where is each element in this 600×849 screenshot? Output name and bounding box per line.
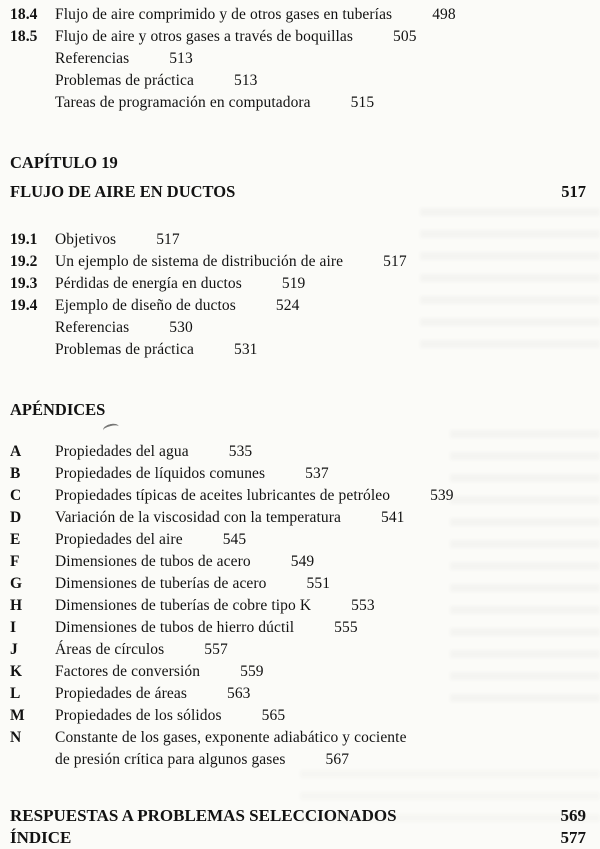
entry-number: 19.4 <box>10 297 38 314</box>
toc-entry <box>10 70 586 92</box>
appendix-entry <box>10 683 586 705</box>
appendix-letter: N <box>10 729 22 746</box>
entry-title: Tareas de programación en computadora <box>55 94 311 111</box>
index-title: ÍNDICE <box>10 828 72 847</box>
appendix-entry <box>10 463 586 485</box>
appendix-letter: L <box>10 685 21 702</box>
appendix-entry <box>10 551 586 573</box>
entry-title: Factores de conversión <box>55 663 201 680</box>
appendix-entry <box>10 507 586 529</box>
toc-entry <box>10 273 586 295</box>
entry-page: 565 <box>261 707 286 724</box>
entry-title: Ejemplo de diseño de ductos <box>55 297 236 314</box>
appendix-letter: J <box>10 641 18 658</box>
appendix-entries <box>10 441 586 771</box>
entry-title: Un ejemplo de sistema de distribución de aire <box>55 253 344 270</box>
entry-title: Referencias <box>55 319 130 336</box>
chapter19-entries <box>10 229 586 361</box>
toc-entry <box>10 4 586 26</box>
entry-title: Dimensiones de tuberías de cobre tipo K <box>55 597 312 614</box>
appendix-letter: F <box>10 553 20 570</box>
appendix-entry <box>10 485 586 507</box>
entry-page: 551 <box>306 575 331 592</box>
appendix-letter: E <box>10 531 21 548</box>
appendix-entry <box>10 661 586 683</box>
entry-page: 557 <box>204 641 228 658</box>
toc-entry <box>10 48 586 70</box>
entry-title: Flujo de aire comprimido y de otros gases en tuberías <box>55 6 393 23</box>
entry-page: 519 <box>281 275 306 292</box>
entry-title-line2: de presión crítica para algunos gases <box>55 751 286 768</box>
appendix-letter: D <box>10 509 22 526</box>
chapter19-heading <box>10 152 586 203</box>
toc-entry <box>10 92 586 114</box>
entry-title: Propiedades de líquidos comunes <box>55 465 266 482</box>
entry-page: 517 <box>383 253 407 270</box>
chapter-page: 517 <box>561 182 586 201</box>
appendix-letter: C <box>10 487 22 504</box>
entry-page: 515 <box>350 94 375 111</box>
index-page: 577 <box>560 828 586 847</box>
entry-title: Variación de la viscosidad con la temperatura <box>55 509 341 526</box>
appendix-entry <box>10 727 586 749</box>
entry-number: 18.5 <box>10 28 38 45</box>
entry-page: 539 <box>430 487 454 504</box>
answers-page: 569 <box>560 806 586 825</box>
entry-page: 531 <box>233 341 258 358</box>
index-row <box>10 827 586 849</box>
toc-entry <box>10 251 586 273</box>
entry-page: 555 <box>334 619 358 636</box>
appendix-entry <box>10 705 586 727</box>
appendix-letter: B <box>10 465 21 482</box>
appendix-letter: H <box>10 597 23 614</box>
entry-page: 513 <box>233 72 258 89</box>
chapter-title-row <box>10 181 586 203</box>
appendix-letter: A <box>10 443 22 460</box>
entry-page: 505 <box>393 28 417 45</box>
entry-title: Dimensiones de tubos de hierro dúctil <box>55 619 295 636</box>
entry-page: 545 <box>222 531 247 548</box>
appendix-letter: K <box>10 663 23 680</box>
entry-page: 549 <box>290 553 315 570</box>
appendix-entry <box>10 617 586 639</box>
answers-row <box>10 805 586 827</box>
appendices-heading: APÉNDICES <box>10 400 106 419</box>
entry-title: Propiedades del aire <box>55 531 183 548</box>
entry-title: Flujo de aire y otros gases a través de boquillas <box>55 28 354 45</box>
entry-title: Objetivos <box>55 231 117 248</box>
appendix-letter: I <box>10 619 17 636</box>
entry-title: Dimensiones de tubos de acero <box>55 553 251 570</box>
appendix-entry <box>10 639 586 661</box>
entry-page: 563 <box>226 685 251 702</box>
toc-entry <box>10 317 586 339</box>
entry-title: Propiedades de los sólidos <box>55 707 222 724</box>
toc-entry <box>10 229 586 251</box>
entry-title: Áreas de círculos <box>55 641 165 658</box>
toc-entry <box>10 295 586 317</box>
entry-title: Problemas de práctica <box>55 72 194 89</box>
entry-page: 513 <box>169 50 193 67</box>
back-matter <box>10 805 586 849</box>
entry-title: Referencias <box>55 50 130 67</box>
entry-title: Propiedades de áreas <box>55 685 187 702</box>
toc-entry <box>10 26 586 48</box>
entry-title: Propiedades del agua <box>55 443 189 460</box>
entry-number: 19.2 <box>10 253 38 270</box>
entry-page: 559 <box>240 663 264 680</box>
entry-page: 535 <box>228 443 253 460</box>
appendix-entry <box>10 573 586 595</box>
answers-title: RESPUESTAS A PROBLEMAS SELECCIONADOS <box>10 806 397 825</box>
entry-page: 553 <box>351 597 375 614</box>
appendix-letter: M <box>10 707 25 724</box>
entry-page: 524 <box>275 297 300 314</box>
appendix-entry <box>10 441 586 463</box>
appendix-entry-continuation <box>10 749 586 771</box>
chapter-title: FLUJO DE AIRE EN DUCTOS <box>10 182 236 201</box>
chapter18-entries <box>10 4 586 114</box>
entry-title: Dimensiones de tuberías de acero <box>55 575 267 592</box>
entry-title: Constante de los gases, exponente adiabático y cociente <box>55 729 407 746</box>
chapter-label: CAPÍTULO 19 <box>10 153 118 172</box>
appendix-letter: G <box>10 575 23 592</box>
entry-page: 541 <box>380 509 405 526</box>
appendix-entry <box>10 595 586 617</box>
entry-page: 517 <box>156 231 180 248</box>
appendix-entry <box>10 529 586 551</box>
entry-number: 18.4 <box>10 6 38 23</box>
entry-page: 567 <box>325 751 350 768</box>
entry-number: 19.3 <box>10 275 38 292</box>
ink-smudge-artifact <box>102 422 120 435</box>
entry-page: 537 <box>305 465 329 482</box>
entry-page: 530 <box>169 319 193 336</box>
toc-entry <box>10 339 586 361</box>
entry-title: Propiedades típicas de aceites lubricantes de petróleo <box>55 487 391 504</box>
entry-title: Problemas de práctica <box>55 341 194 358</box>
entry-number: 19.1 <box>10 231 38 248</box>
entry-page: 498 <box>432 6 456 23</box>
entry-title: Pérdidas de energía en ductos <box>55 275 242 292</box>
